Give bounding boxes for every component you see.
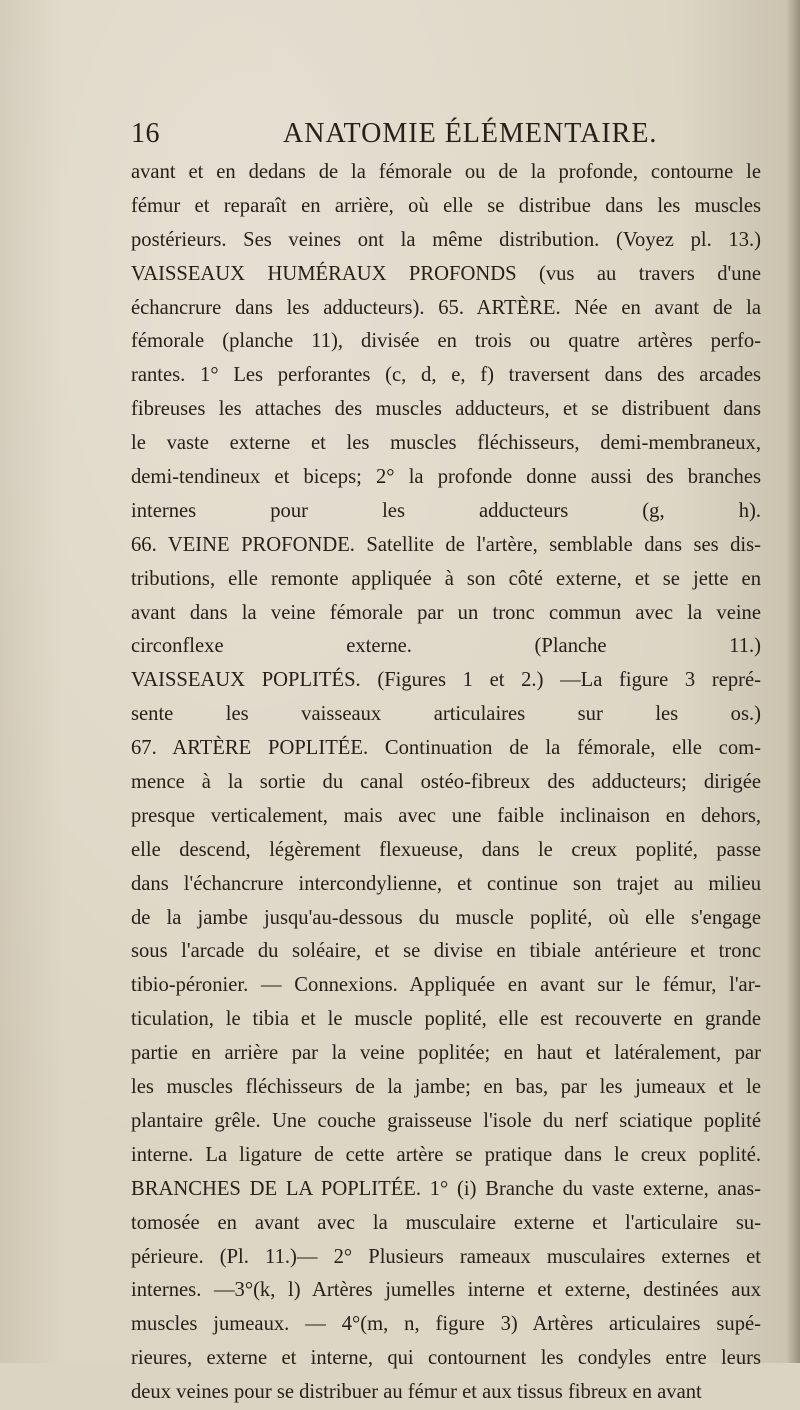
text-line: BRANCHES DE LA POPLITÉE. 1° (i) Branche du vaste externe, anas-	[131, 1177, 761, 1200]
text-line: échancrure dans les adducteurs). 65. ARTÈRE. Née en avant de la	[131, 296, 761, 319]
page-header	[131, 112, 761, 156]
text-line: fémorale (planche 11), divisée en trois ou quatre artères perfo-	[131, 330, 761, 353]
text-line: tributions, elle remonte appliquée à son côté externe, et se jette en	[131, 567, 761, 590]
text-line: deux veines pour se distribuer au fémur et aux tissus fibreux en avant	[131, 1381, 702, 1404]
running-title: ANATOMIE ÉLÉMENTAIRE.	[283, 118, 658, 149]
text-line: plantaire grêle. Une couche graisseuse l'isole du nerf sciatique poplité	[131, 1109, 761, 1132]
text-line: internes pour les adducteurs (g, h).	[131, 499, 761, 522]
text-line: tibio-péronier. — Connexions. Appliquée en avant sur le fémur, l'ar-	[131, 974, 761, 997]
text-line: rantes. 1° Les perforantes (c, d, e, f) traversent dans des arcades	[131, 364, 761, 387]
text-line: avant dans la veine fémorale par un tronc commun avec la veine	[131, 601, 761, 624]
body-text	[131, 156, 761, 1410]
text-line: partie en arrière par la veine poplitée; en haut et latéralement, par	[131, 1042, 761, 1065]
text-line: elle descend, légèrement flexueuse, dans le creux poplité, passe	[131, 838, 761, 861]
text-line: circonflexe externe. (Planche 11.)	[131, 635, 761, 658]
text-line: les muscles fléchisseurs de la jambe; en bas, par les jumeaux et le	[131, 1076, 761, 1099]
text-line: ticulation, le tibia et le muscle poplité, elle est recouverte en grande	[131, 1008, 761, 1031]
text-line: le vaste externe et les muscles fléchisseurs, demi-membraneux,	[131, 432, 761, 455]
text-line: de la jambe jusqu'au-dessous du muscle poplité, où elle s'engage	[131, 906, 761, 929]
text-line: mence à la sortie du canal ostéo-fibreux des adducteurs; dirigée	[131, 771, 761, 794]
page-edge-shadow	[786, 0, 800, 1363]
text-line: sente les vaisseaux articulaires sur les os.)	[131, 703, 761, 726]
text-line: sous l'arcade du soléaire, et se divise en tibiale antérieure et tronc	[131, 940, 761, 963]
text-line: VAISSEAUX POPLITÉS. (Figures 1 et 2.) —La figure 3 repré-	[131, 669, 761, 692]
text-line: fémur et reparaît en arrière, où elle se distribue dans les muscles	[131, 194, 761, 217]
text-line: presque verticalement, mais avec une faible inclinaison en dehors,	[131, 804, 761, 827]
page-number: 16	[131, 118, 160, 149]
text-line: tomosée en avant avec la musculaire externe et l'articulaire su-	[131, 1211, 761, 1234]
text-line: 67. ARTÈRE POPLITÉE. Continuation de la fémorale, elle com-	[131, 737, 761, 760]
text-line: avant et en dedans de la fémorale ou de la profonde, contourne le	[131, 161, 761, 183]
text-line: internes. —3°(k, l) Artères jumelles interne et externe, destinées aux	[131, 1279, 761, 1302]
text-line: interne. La ligature de cette artère se pratique dans le creux poplité.	[131, 1143, 761, 1166]
text-line: VAISSEAUX HUMÉRAUX PROFONDS (vus au travers d'une	[131, 262, 761, 285]
text-line: 66. VEINE PROFONDE. Satellite de l'artère, semblable dans ses dis-	[131, 533, 761, 556]
text-line: muscles jumeaux. — 4°(m, n, figure 3) Artères articulaires supé-	[131, 1313, 761, 1336]
text-line: rieures, externe et interne, qui contournent les condyles entre leurs	[131, 1347, 761, 1370]
text-line: périeure. (Pl. 11.)— 2° Plusieurs rameaux musculaires externes et	[131, 1245, 761, 1268]
text-line: demi-tendineux et biceps; 2° la profonde donne aussi des branches	[131, 466, 761, 489]
text-line: postérieurs. Ses veines ont la même distribution. (Voyez pl. 13.)	[131, 228, 761, 251]
text-line: fibreuses les attaches des muscles adducteurs, et se distribuent dans	[131, 398, 761, 421]
text-line: dans l'échancrure intercondylienne, et continue son trajet au milieu	[131, 872, 761, 895]
